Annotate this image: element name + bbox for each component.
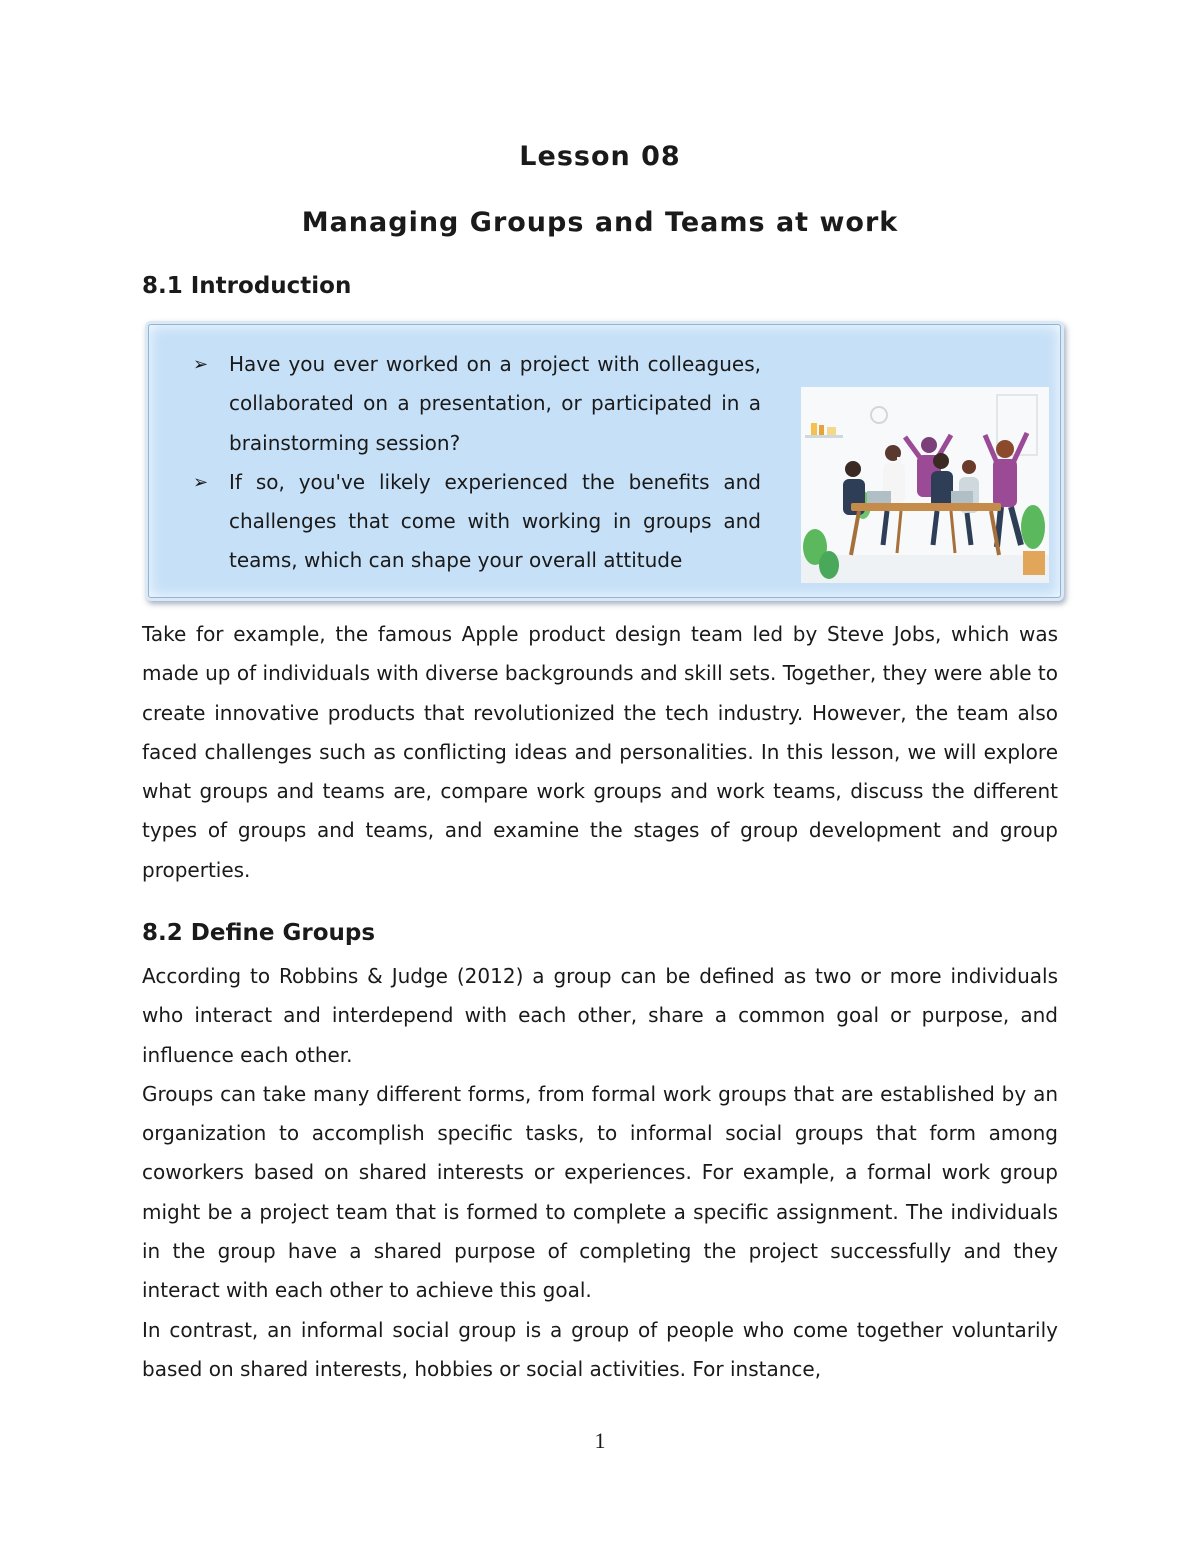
paragraph-text: According to Robbins & Judge (2012) a group can be defined as two or more individuals who interact and interdepend with each other, share a common goal or purpose, and influence each other. — [142, 964, 1058, 1067]
page-number: 1 — [594, 1428, 606, 1453]
paragraph-text: Groups can take many different forms, from formal work groups that are established by an organization to accomplish specific tasks, to informal social groups that form among coworkers based on shared interests or experiences. For example, a formal work group might be a project team that is formed to complete a specific assignment. The individuals in the group have a shared purpose of completing the project successfully and they interact with each other to achieve this goal. — [142, 1081, 1058, 1303]
arrow-bullet-icon: ➢ — [193, 471, 209, 493]
bullet-text: If so, you've likely experienced the benefits and challenges that come with working in groups and teams, which can shape your overall attitude — [229, 469, 761, 573]
paragraph-text: In contrast, an informal social group is a group of people who come together voluntarily based on shared interests, hobbies or social activities. For instance, — [142, 1317, 1058, 1381]
intro-paragraph — [142, 615, 1058, 890]
team-illustration-svg — [801, 387, 1049, 583]
paragraph-text: Take for example, the famous Apple product design team led by Steve Jobs, which was made up of individuals with diverse backgrounds and skill sets. Together, they were able to create innovative products that revolutionized the tech industry. However, the team also faced challenges such as conflicting ideas and personalities. In this lesson, we will explore what groups and teams are, compare work groups and work teams, discuss the different types of groups and teams, and examine the stages of group development and group properties. — [142, 622, 1058, 882]
intro-bullet-list — [193, 345, 761, 583]
lesson-subtitle: Managing Groups and Teams at work — [301, 207, 899, 238]
bullet-text: Have you ever worked on a project with colleagues, collaborated on a presentation, or participated in a brainstorming session? — [229, 352, 761, 455]
bullet-item — [193, 345, 761, 463]
bullet-item — [193, 463, 761, 581]
team-celebration-illustration — [801, 387, 1049, 583]
intro-callout-box — [148, 324, 1061, 598]
define-groups-body — [142, 957, 1058, 1389]
lesson-title: Lesson 08 — [519, 141, 681, 172]
section-heading-introduction: 8.1 Introduction — [142, 273, 352, 299]
arrow-bullet-icon: ➢ — [193, 354, 209, 375]
section-heading-define-groups: 8.2 Define Groups — [142, 920, 376, 946]
